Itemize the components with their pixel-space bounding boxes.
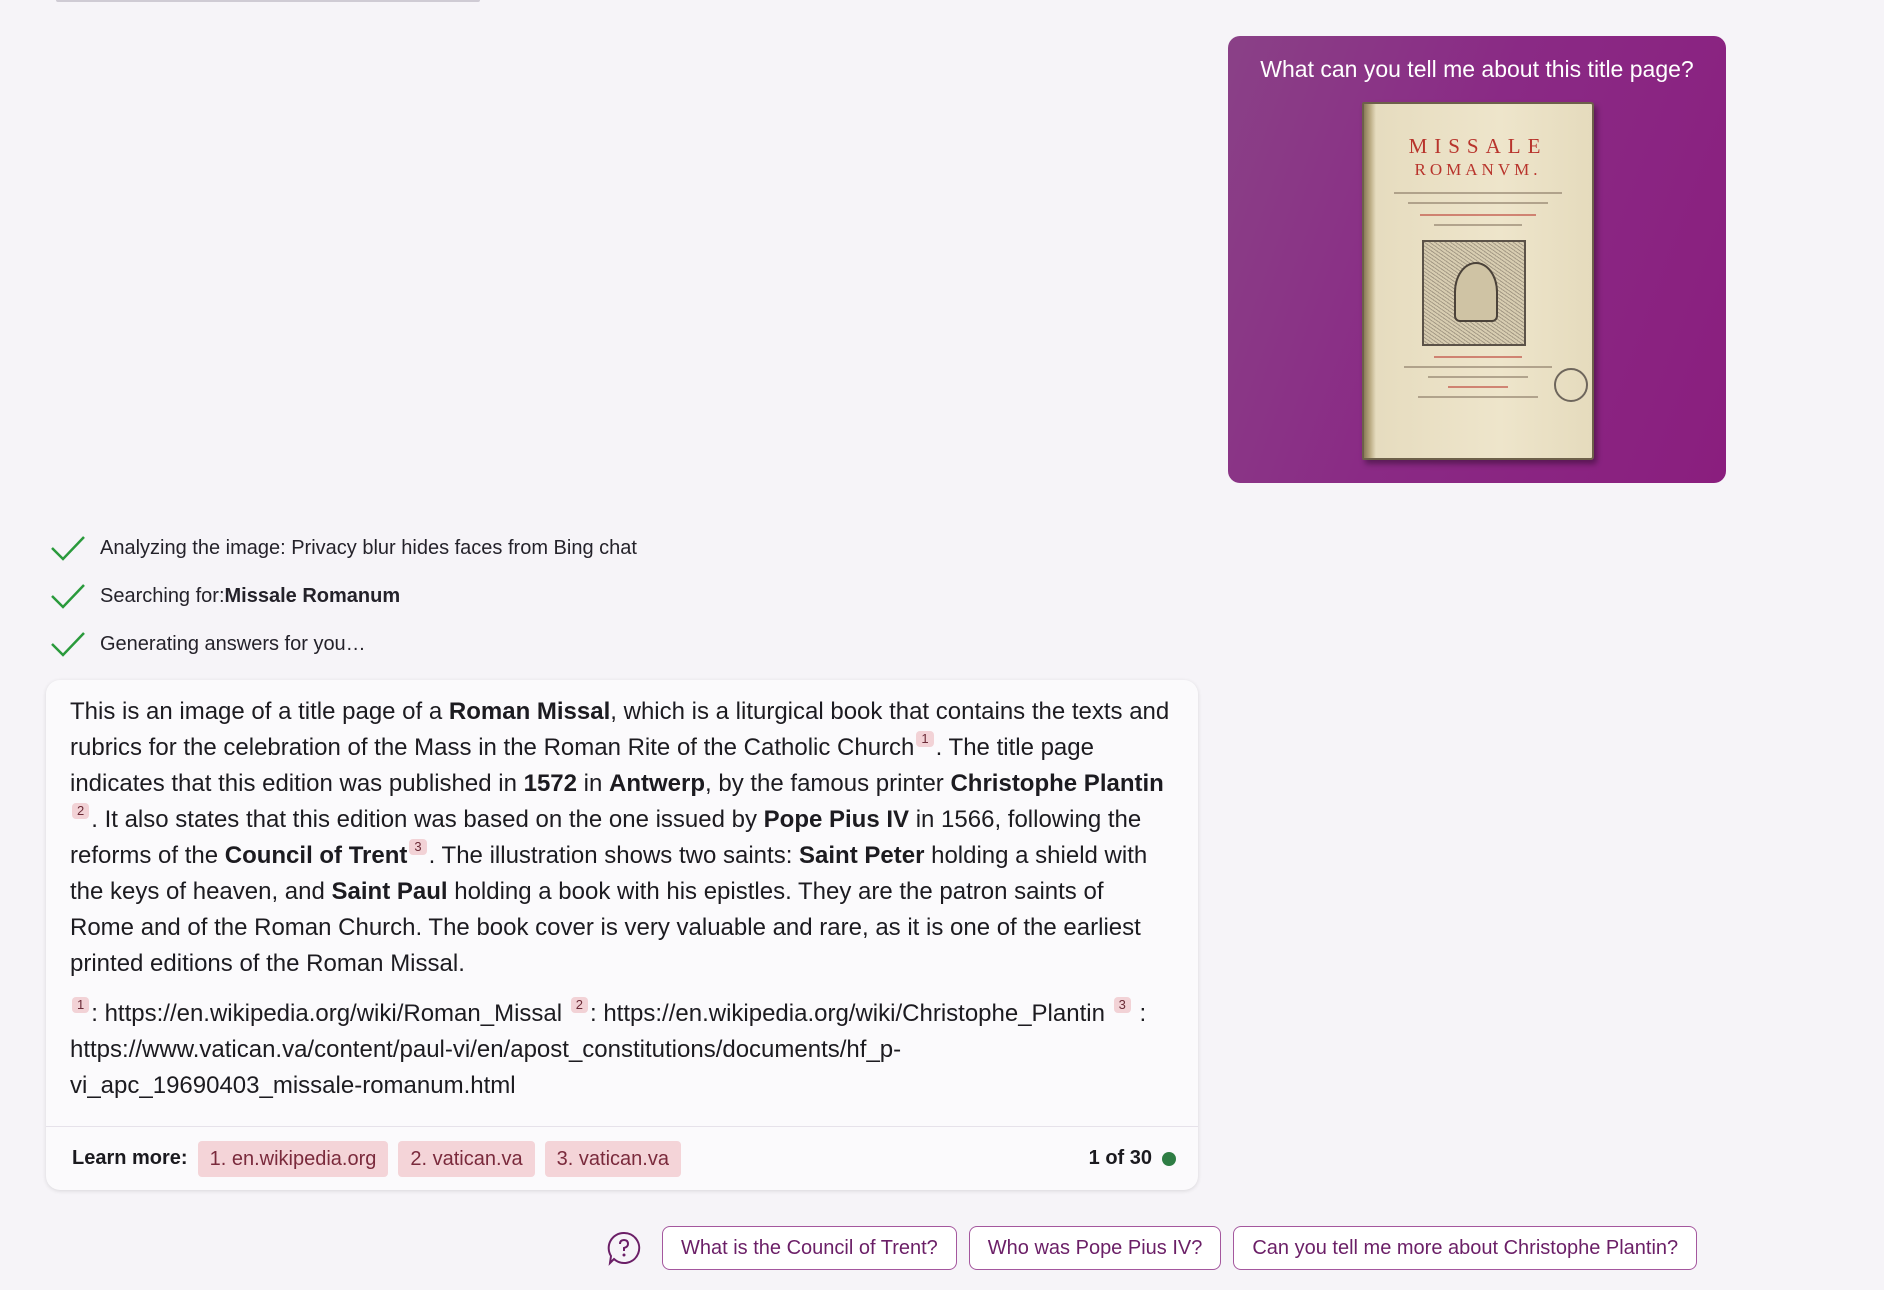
step-text: Searching for: xyxy=(100,584,225,607)
step-text: Generating answers for you… xyxy=(100,632,366,655)
status-dot xyxy=(1162,1152,1176,1166)
suggestion-council-of-trent[interactable]: What is the Council of Trent? xyxy=(662,1226,957,1270)
checkmark-icon xyxy=(50,582,86,610)
reference-links xyxy=(70,996,1174,1104)
learn-more-label: Learn more: xyxy=(72,1147,188,1169)
learn-more-footer xyxy=(46,1126,1198,1190)
learn-more-link-2[interactable]: 2. vatican.va xyxy=(398,1141,534,1177)
ref-badge-1[interactable]: 1 xyxy=(72,997,89,1013)
answer-paragraph: This is an image of a title page of a Roman Missal, which is a liturgical book that contains the texts and rubrics for the celebration of the Mass in the Roman Rite of the Catholic Church 1 . The title page indicates that this edition was published in 1572 in Antwerp, by the famous printer Christophe Plantin 2 . It also states that this edition was based on the one issued by Pope Pius IV in 1566, following the reforms of the Council of Trent 3 . The illustration shows two saints: Saint Peter holding a shield with the keys of heaven, and Saint Paul holding a book with his epistles. They are the patron saints of Rome and of the Roman Church. The book cover is very valuable and rare, as it is one of the earliest printed editions of the Roman Missal. xyxy=(70,698,1170,977)
ref-link-2[interactable]: : https://en.wikipedia.org/wiki/Christophe_Plantin xyxy=(590,1000,1112,1027)
user-message-bubble xyxy=(1228,36,1726,483)
bot-answer-card xyxy=(46,680,1198,1190)
step-text: Analyzing the image: Privacy blur hides faces from Bing chat xyxy=(100,536,637,559)
checkmark-icon xyxy=(50,534,86,562)
citation-2[interactable]: 2 xyxy=(72,803,89,819)
ref-badge-3[interactable]: 3 xyxy=(1114,997,1131,1013)
book-text-line xyxy=(1394,192,1562,194)
step-searching xyxy=(50,572,637,620)
ref-link-3[interactable]: : https://www.vatican.va/content/paul-vi/en/apost_constitutions/documents/hf_p-vi_apc_19690403_missale-romanum.html xyxy=(70,1000,1147,1099)
book-text-line xyxy=(1404,366,1552,368)
suggestion-pope-pius-iv[interactable]: Who was Pope Pius IV? xyxy=(969,1226,1222,1270)
library-stamp xyxy=(1554,368,1588,402)
learn-more-link-1[interactable]: 1. en.wikipedia.org xyxy=(198,1141,389,1177)
user-message-text: What can you tell me about this title page? xyxy=(1260,56,1694,82)
checkmark-icon xyxy=(50,630,86,658)
book-title-line2: ROMANVM. xyxy=(1414,160,1542,179)
book-illustration-plate xyxy=(1422,240,1526,346)
response-counter: 1 of 30 xyxy=(1089,1147,1176,1170)
book-title-line1: MISSALE xyxy=(1408,134,1548,158)
search-query: Missale Romanum xyxy=(224,584,401,607)
book-text-line xyxy=(1420,214,1536,216)
suggestion-christophe-plantin[interactable]: Can you tell me more about Christophe Plantin? xyxy=(1233,1226,1697,1270)
ref-badge-2[interactable]: 2 xyxy=(571,997,588,1013)
progress-steps xyxy=(50,524,637,668)
step-generating xyxy=(50,620,637,668)
book-text-line xyxy=(1434,356,1522,358)
previous-panel-edge xyxy=(56,0,480,2)
book-text-line xyxy=(1418,396,1538,398)
citation-1[interactable]: 1 xyxy=(916,731,933,747)
book-text-line xyxy=(1448,386,1508,388)
step-analyzing xyxy=(50,524,637,572)
question-bubble-icon xyxy=(606,1230,642,1266)
suggestion-row xyxy=(606,1226,1709,1270)
ref-link-1[interactable]: : https://en.wikipedia.org/wiki/Roman_Missal xyxy=(91,1000,569,1027)
answer-body xyxy=(46,680,1198,1104)
book-text-line xyxy=(1428,376,1528,378)
book-text-line xyxy=(1408,202,1548,204)
citation-3[interactable]: 3 xyxy=(409,839,426,855)
book-text-line xyxy=(1434,224,1522,226)
learn-more-link-3[interactable]: 3. vatican.va xyxy=(545,1141,681,1177)
uploaded-image-book-cover[interactable] xyxy=(1362,102,1594,460)
